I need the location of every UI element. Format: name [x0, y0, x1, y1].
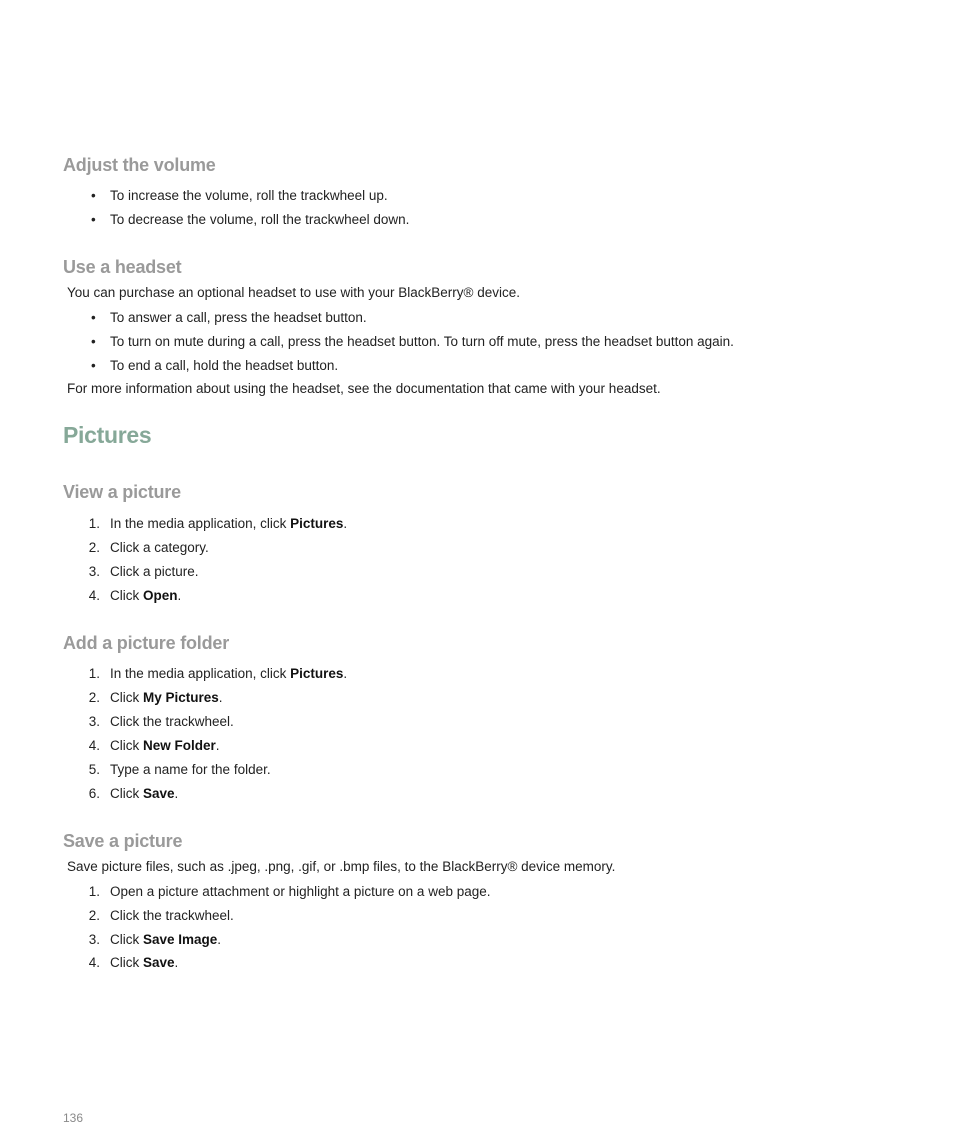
list-item-text: In the media application, click Pictures.	[110, 666, 348, 681]
step-number: 2.	[88, 908, 100, 923]
list-item-text: Click Save.	[110, 955, 179, 970]
paragraph-headset-intro: You can purchase an optional headset to use with your BlackBerry® device.	[67, 285, 520, 300]
list-item-text: Click the trackwheel.	[110, 714, 234, 729]
step-number: 3.	[88, 564, 100, 579]
bullet-marker: •	[91, 188, 96, 203]
paragraph-save-intro: Save picture files, such as .jpeg, .png, .gif, or .bmp files, to the BlackBerry® device memory.	[67, 859, 616, 874]
step-number: 4.	[88, 738, 100, 753]
heading-add-picture-folder: Add a picture folder	[63, 633, 230, 653]
chapter-title-pictures: Pictures	[63, 422, 152, 448]
paragraph-headset-outro: For more information about using the headset, see the documentation that came with your headset.	[67, 381, 661, 396]
step-number: 4.	[88, 955, 100, 970]
step-number: 1.	[88, 666, 100, 681]
list-item-text: Open a picture attachment or highlight a picture on a web page.	[110, 884, 491, 899]
list-item-text: To turn on mute during a call, press the headset button. To turn off mute, press the headset button again.	[110, 334, 734, 349]
page-number: 136	[63, 1111, 84, 1125]
list-item-text: Click Save.	[110, 786, 179, 801]
list-item-text: Type a name for the folder.	[110, 762, 271, 777]
step-number: 2.	[88, 540, 100, 555]
list-item-text: Click My Pictures.	[110, 690, 223, 705]
bullet-marker: •	[91, 310, 96, 325]
list-item-text: Click a picture.	[110, 564, 199, 579]
bullet-marker: •	[91, 358, 96, 373]
list-item-text: Click New Folder.	[110, 738, 220, 753]
list-item-text: Click Open.	[110, 588, 182, 603]
step-number: 3.	[88, 714, 100, 729]
heading-adjust-volume: Adjust the volume	[63, 155, 216, 175]
step-number: 4.	[88, 588, 100, 603]
heading-view-picture: View a picture	[63, 482, 181, 502]
bullet-marker: •	[91, 334, 96, 349]
list-item-text: To increase the volume, roll the trackwheel up.	[110, 188, 388, 203]
bullet-marker: •	[91, 212, 96, 227]
heading-save-picture: Save a picture	[63, 831, 183, 851]
heading-use-headset: Use a headset	[63, 257, 182, 277]
list-item-text: To decrease the volume, roll the trackwheel down.	[110, 212, 410, 227]
step-number: 1.	[88, 516, 100, 531]
list-item-text: To answer a call, press the headset button.	[110, 310, 367, 325]
list-item-text: Click a category.	[110, 540, 209, 555]
step-number: 6.	[88, 786, 100, 801]
list-item-text: Click Save Image.	[110, 932, 222, 947]
list-item-text: In the media application, click Pictures.	[110, 516, 348, 531]
step-number: 5.	[88, 762, 100, 777]
step-number: 2.	[88, 690, 100, 705]
step-number: 1.	[88, 884, 100, 899]
step-number: 3.	[88, 932, 100, 947]
list-item-text: Click the trackwheel.	[110, 908, 234, 923]
list-item-text: To end a call, hold the headset button.	[110, 358, 339, 373]
